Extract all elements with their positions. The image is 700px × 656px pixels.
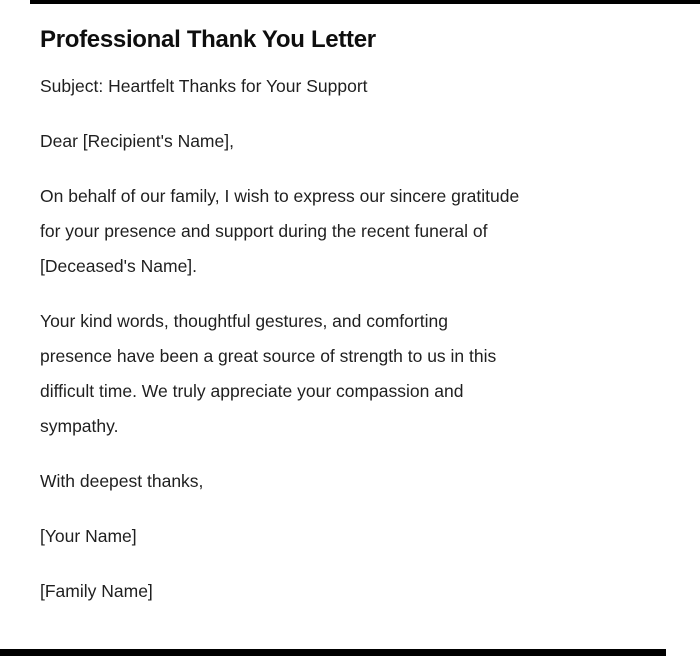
subject-line-block [40, 69, 660, 104]
text-line: for your presence and support during the recent funeral of [40, 221, 488, 241]
closing-line: With deepest thanks, [40, 471, 204, 491]
paragraph-appreciation [40, 304, 660, 444]
text-line: sympathy. [40, 416, 119, 436]
closing-block [40, 464, 660, 499]
text-line: difficult time. We truly appreciate your compassion and [40, 381, 464, 401]
text-line: On behalf of our family, I wish to express our sincere gratitude [40, 186, 520, 206]
document-title: Professional Thank You Letter [40, 26, 376, 53]
text-line: presence have been a great source of strength to us in this [40, 346, 497, 366]
signature-name: [Your Name] [40, 526, 137, 546]
subject-line: Subject: Heartfelt Thanks for Your Support [40, 76, 368, 96]
signature-family-block [40, 574, 660, 609]
text-line: Your kind words, thoughtful gestures, and comforting [40, 311, 448, 331]
signature-family: [Family Name] [40, 581, 153, 601]
salutation: Dear [Recipient's Name], [40, 131, 234, 151]
top-edge-bar [30, 0, 700, 4]
bottom-edge-bar [0, 649, 666, 656]
salutation-block [40, 124, 660, 159]
paragraph-gratitude [40, 179, 660, 284]
signature-name-block [40, 519, 660, 554]
text-line: [Deceased's Name]. [40, 256, 198, 276]
